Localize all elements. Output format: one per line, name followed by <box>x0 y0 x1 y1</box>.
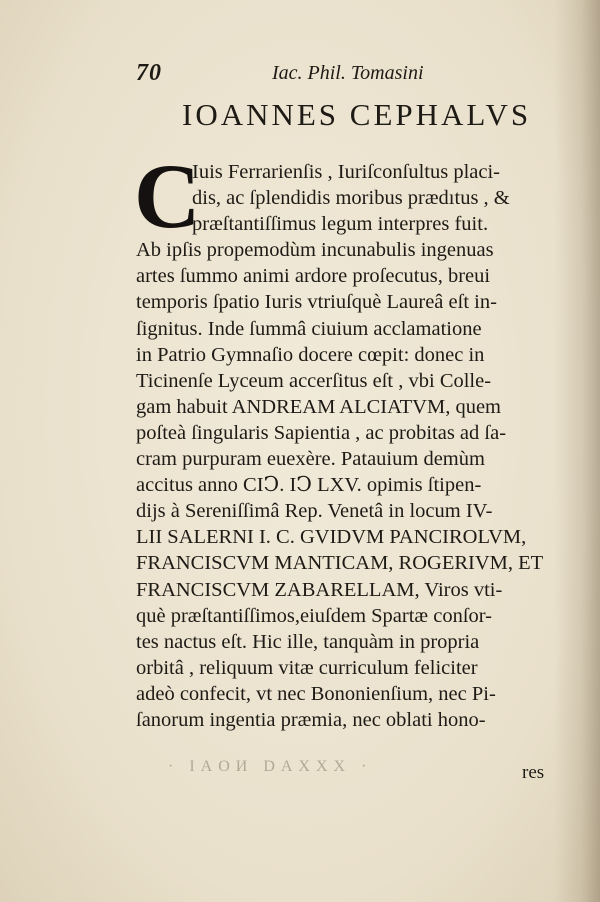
text-line: Iuis Ferrarienſis , Iuriſconſultus placi- <box>192 161 500 183</box>
text-line: què præſtantiſſimos,eiuſdem Spartæ conſor- <box>136 604 493 627</box>
running-head <box>136 60 466 90</box>
section-heading: IOANNES CEPHALVS <box>182 97 532 132</box>
text-line: adeò confecit, vt nec Bononienſium, nec Pi- <box>136 682 496 705</box>
text-line: gam habuit ANDREAM ALCIATVM, quem <box>136 395 501 418</box>
text-line: LII SALERNI I. C. GVIDVM PANCIROLVM, <box>136 526 527 549</box>
text-line: præſtantiſſimus legum interpres fuit. <box>192 213 489 236</box>
text-line: in Patrio Gymnaſio docere cœpit: donec in <box>136 343 485 366</box>
text-line: FRANCISCVM ZABARELLAM, Viros vti- <box>136 578 503 601</box>
text-line: Ticinenſe Lyceum accerſitus eſt , vbi Colle- <box>136 369 492 392</box>
text-line: cram purpuram euexère. Patauium demùm <box>136 448 485 471</box>
text-line: tes nactus eſt. Hic ille, tanquàm in propria <box>136 630 480 653</box>
text-line: temporis ſpatio Iuris vtriuſquè Laureâ eſt in- <box>136 291 497 314</box>
catchword: res <box>522 762 545 783</box>
text-line: FRANCISCVM MANTICAM, ROGERIVM, ET <box>136 552 544 575</box>
running-title: Iac. Phil. Tomasini <box>272 62 424 84</box>
bleed-through-text: · IAOИ DAXXX · <box>168 758 373 775</box>
text-line: artes ſummo animi ardore proſecutus, breui <box>136 265 491 288</box>
text-line: accitus anno CIↃ. IↃ LXV. opimis ſtipen- <box>136 474 482 497</box>
text-line: poſteà ſingularis Sapientia , ac probitas ad ſa- <box>136 421 507 444</box>
page-number: 70 <box>136 60 162 86</box>
drop-capital: C <box>134 145 201 247</box>
text-line: ſignitus. Inde ſummâ ciuium acclamatione <box>136 317 482 340</box>
text-line: orbitâ , reliquum vitæ curriculum feliciter <box>136 656 478 679</box>
text-line: dijs à Sereniſſimâ Rep. Venetâ in locum IV- <box>136 500 493 523</box>
text-line: ſanorum ingentia præmia, nec oblati hono- <box>136 708 486 731</box>
body-text <box>136 159 546 733</box>
page-gutter-shadow <box>554 0 600 902</box>
text-line: Ab ipſis propemodùm incunabulis ingenuas <box>136 239 494 262</box>
text-line: dis, ac ſplendidis moribus prædıtus , & <box>192 187 510 210</box>
